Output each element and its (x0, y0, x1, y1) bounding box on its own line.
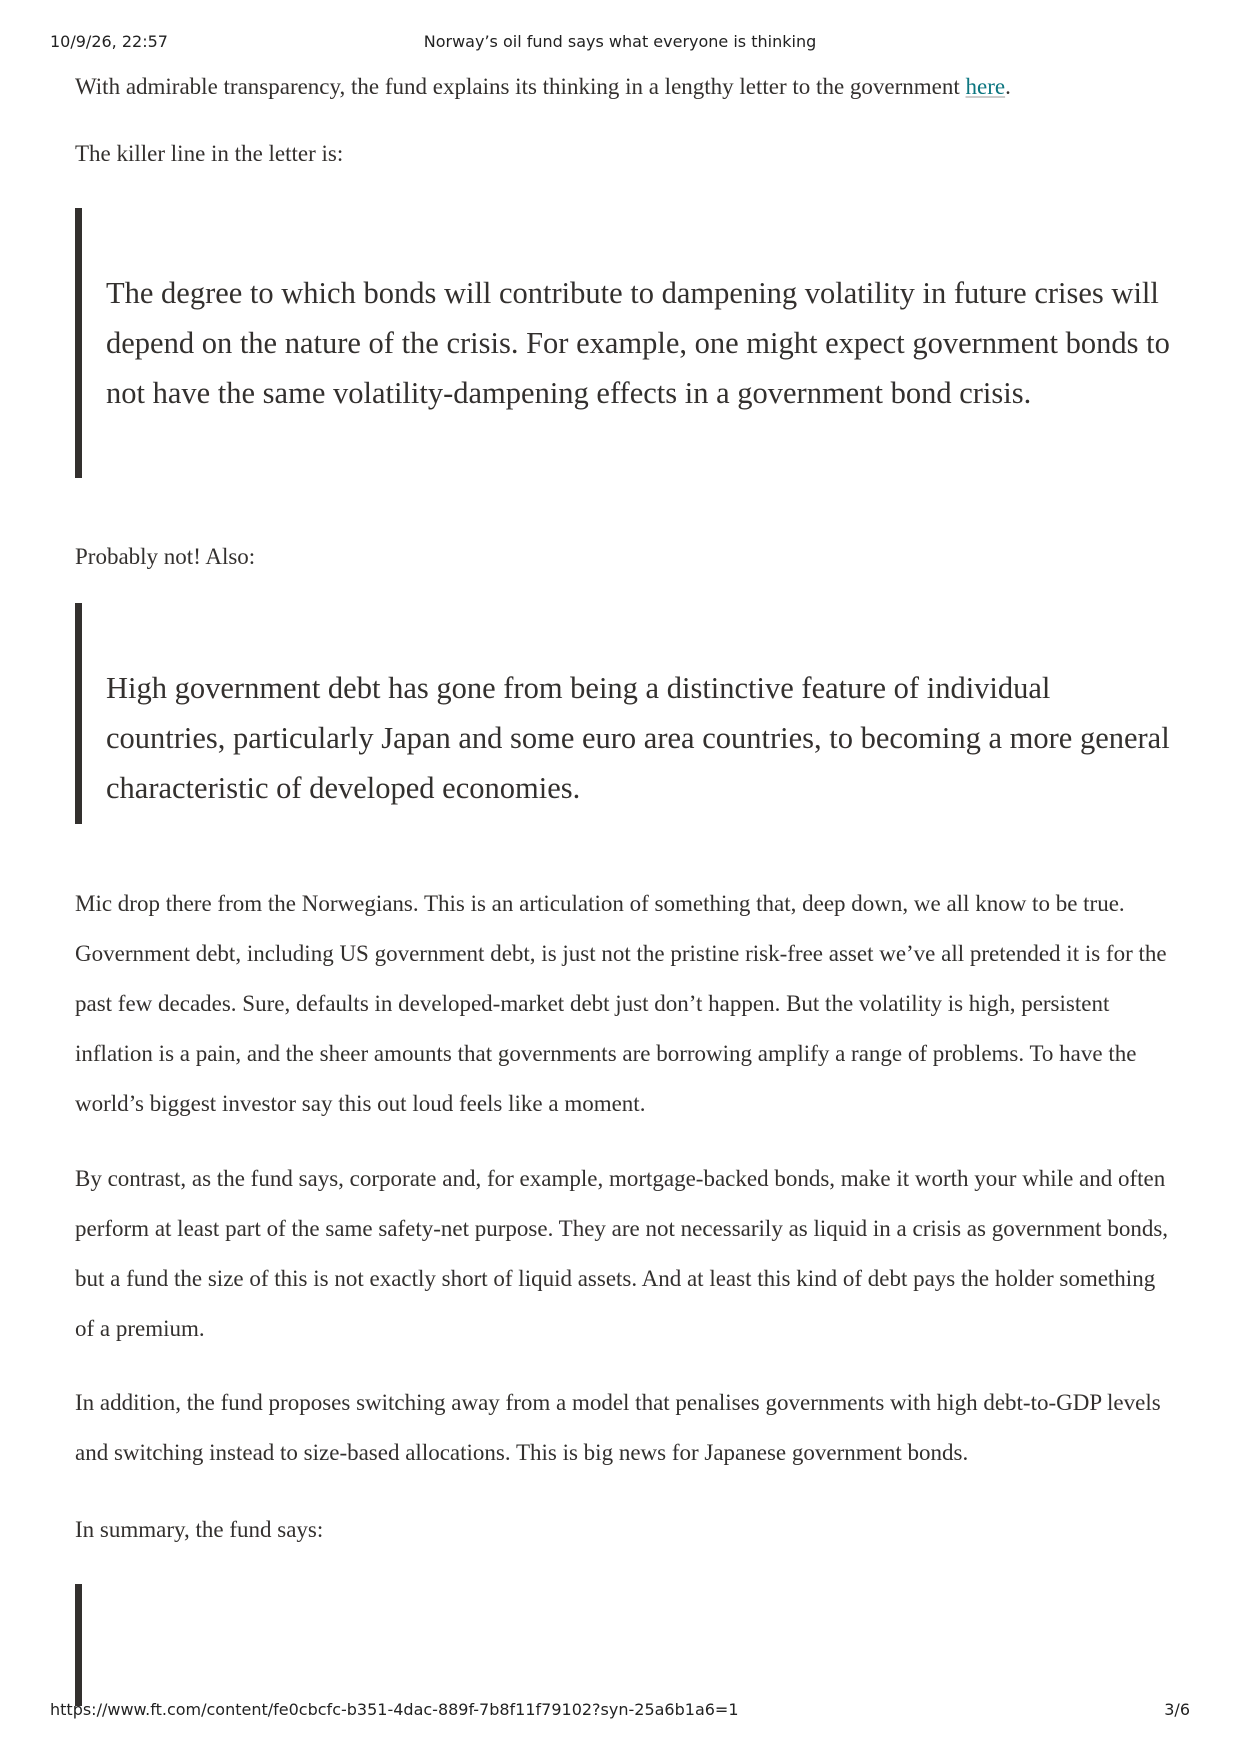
paragraph-probably-not: Probably not! Also: (75, 544, 256, 569)
blockquote-summary (75, 1584, 1175, 1706)
paragraph-in-summary: In summary, the fund says: (75, 1517, 324, 1542)
blockquote-government-debt (75, 603, 1175, 824)
print-header-datetime: 10/9/26, 22:57 (50, 32, 168, 51)
paragraph-intro (75, 62, 1175, 112)
here-link[interactable]: here (965, 74, 1006, 99)
paragraph-mic-drop: Mic drop there from the Norwegians. This is an articulation of something that, deep down, we all know to be true. Government debt, including US government debt, is just not the pristine risk-free asset we’ve all pretended it is for the past few decades. Sure, defaults in developed-market debt just don’t happen. But the volatility is high, persistent inflation is a pain, and the sheer amounts that governments are borrowing amplify a range of problems. To have the world’s biggest investor say this out loud feels like a moment. (75, 891, 1167, 1116)
blockquote-text: High government debt has gone from being a distinctive feature of individual countries, particularly Japan and some euro area countries, to becoming a more general characteristic of developed economies. (106, 671, 1170, 805)
blockquote-text: The degree to which bonds will contribute to dampening volatility in future crises will depend on the nature of the crisis. For example, one might expect government bonds to not have the same volatility-dampening effects in a government bond crisis. (106, 276, 1170, 410)
print-footer-page-number: 3/6 (1164, 1700, 1190, 1719)
print-header-title: Norway’s oil fund says what everyone is thinking (423, 32, 817, 51)
paragraph-in-addition: In addition, the fund proposes switching away from a model that penalises governments with high debt-to-GDP levels and switching instead to size-based allocations. This is big news for Japanese government bonds. (75, 1390, 1161, 1465)
print-footer-url: https://www.ft.com/content/fe0cbcfc-b351-4dac-889f-7b8f11f79102?syn-25a6b1a6=1 (50, 1700, 739, 1719)
blockquote-bonds-volatility (75, 208, 1175, 478)
paragraph-intro-end: . (1005, 74, 1011, 99)
paragraph-by-contrast: By contrast, as the fund says, corporate and, for example, mortgage-backed bonds, make it worth your while and often perform at least part of the same safety-net purpose. They are not necessarily as liquid in a crisis as government bonds, but a fund the size of this is not exactly short of liquid assets. And at least this kind of debt pays the holder something of a premium. (75, 1166, 1169, 1341)
paragraph-killer-line: The killer line in the letter is: (75, 141, 344, 166)
paragraph-intro-text: With admirable transparency, the fund explains its thinking in a lengthy letter to the government (75, 74, 966, 99)
